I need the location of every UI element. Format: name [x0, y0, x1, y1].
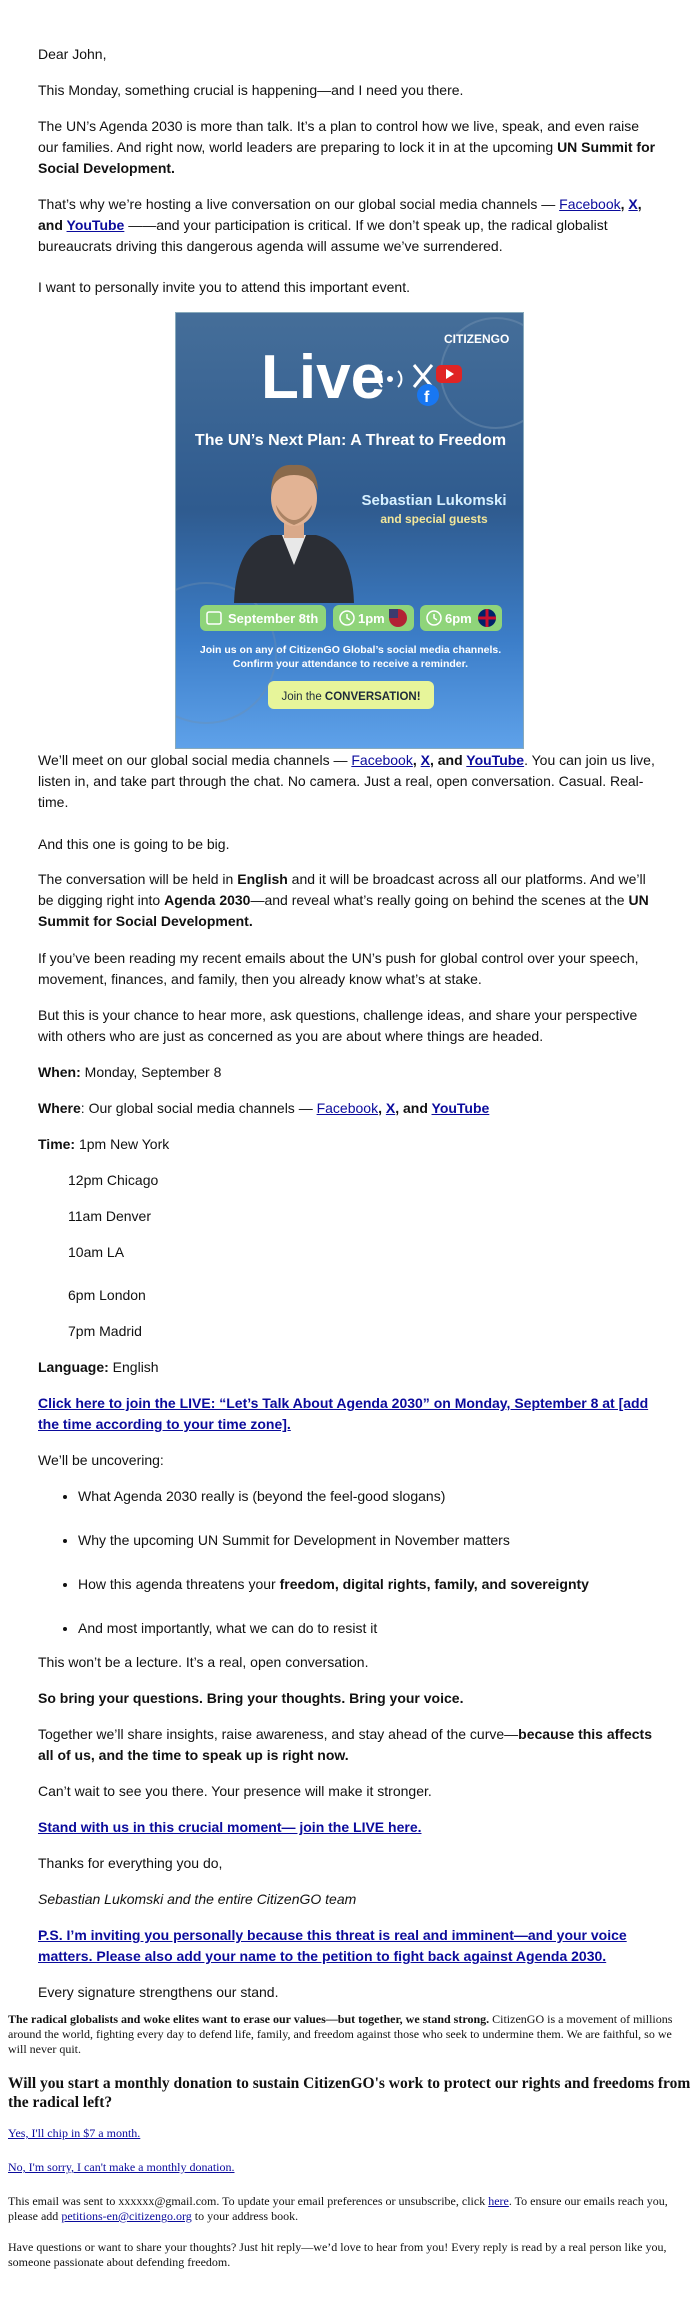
no-donate-paragraph	[8, 2160, 692, 2175]
bring-line: So bring your questions. Bring your thoughts. Bring your voice.	[38, 1690, 464, 1706]
list-item: • How this agenda threatens your freedom, digital rights, family, and sovereignty	[78, 1574, 662, 1595]
intro-paragraph: This Monday, something crucial is happening—and I need you there.	[38, 82, 464, 98]
emails-paragraph: If you’ve been reading my recent emails about the UN’s push for global control over your speech, movement, finances, and family, then you already know what’s at stake.	[38, 950, 639, 987]
youtube-link-2[interactable]: YouTube	[466, 752, 525, 768]
svg-text:CITIZENGO: CITIZENGO	[444, 332, 510, 346]
uncovering-list	[38, 1486, 662, 1639]
time-london: 6pm London	[68, 1287, 146, 1303]
channels-paragraph: We’ll meet on our global social media channels — Facebook, X, and YouTube. You can join us live, listen in, and take part through the chat. No camera. Just a real, open conversation. Casual. Real-time.	[38, 752, 655, 810]
invite-paragraph: I want to personally invite you to attend this important event.	[38, 279, 410, 295]
join-conversation-button[interactable]	[268, 681, 434, 709]
time-denver: 11am Denver	[68, 1208, 152, 1224]
youtube-logo-icon	[436, 365, 462, 383]
x-link-2[interactable]: X	[420, 752, 430, 768]
time-line: Time: 1pm New York	[38, 1136, 170, 1152]
speaker-guests: and special guests	[380, 512, 488, 526]
facebook-link[interactable]: Facebook	[559, 196, 621, 212]
list-item: • Why the upcoming UN Summit for Development in November matters	[78, 1530, 662, 1551]
us-flag-icon	[389, 609, 407, 627]
ps-paragraph	[38, 1925, 662, 1967]
uncovering-line: We’ll be uncovering:	[38, 1452, 164, 1468]
yes-donate-link[interactable]: Yes, I'll chip in $7 a month.	[8, 2126, 141, 2140]
time-chicago: 12pm Chicago	[68, 1172, 159, 1188]
live-title: Live	[261, 343, 386, 412]
facebook-link-2[interactable]: Facebook	[351, 752, 413, 768]
facebook-logo-icon	[417, 384, 439, 406]
banner-join-line-1: Join us on any of CitizenGO Global’s social media channels.	[199, 644, 502, 656]
petitions-email-link[interactable]: petitions-en@citizengo.org	[61, 2209, 192, 2223]
svg-text:September 8th: September 8th	[228, 611, 319, 626]
youtube-link-3[interactable]: YouTube	[431, 1100, 490, 1116]
about-paragraph: The radical globalists and woke elites want to erase our values—but together, we stand strong. CitizenGO is a movement of millions around the world, fighting every day to defend life, family, and freedom against those who seek to undermine them. We are faithful, so we will never quit.	[8, 2012, 673, 2056]
uk-flag-icon	[478, 609, 496, 627]
where-line: Where: Our global social media channels — Facebook, X, and YouTube	[38, 1100, 490, 1116]
citizengo-logo	[444, 332, 509, 346]
x-link[interactable]: X	[628, 196, 638, 212]
thanks-line: Thanks for everything you do,	[38, 1855, 223, 1871]
see-you-line: Can’t wait to see you there. Your presence will make it stronger.	[38, 1783, 432, 1799]
lecture-line: This won’t be a lecture. It’s a real, open conversation.	[38, 1654, 369, 1670]
svg-text:6pm: 6pm	[445, 611, 472, 626]
svg-text:f: f	[424, 389, 430, 406]
time-madrid: 7pm Madrid	[68, 1323, 142, 1339]
big-paragraph: And this one is going to be big.	[38, 836, 230, 852]
together-paragraph: Together we’ll share insights, raise awareness, and stay ahead of the curve—because this affects all of us, and the time to speak up is right now.	[38, 1726, 652, 1763]
list-item: • And most importantly, what we can do to resist it	[78, 1618, 662, 1639]
unsubscribe-link[interactable]: here	[488, 2194, 509, 2208]
time-la: 10am LA	[68, 1244, 125, 1260]
agenda-paragraph: The UN’s Agenda 2030 is more than talk. It’s a plan to control how we live, speak, and even raise our families. And right now, world leaders are preparing to lock it in at the upcoming UN Summit for Social Development.	[38, 118, 656, 176]
questions-paragraph: Have questions or want to share your thoughts? Just hit reply—we’d love to hear from you! Every reply is read by a real person like you, someone passionate about defending freedom.	[8, 2240, 667, 2269]
join-live-link[interactable]: Click here to join the LIVE: “Let’s Talk About Agenda 2030” on Monday, September 8 at [add the time according to your time zone].	[38, 1395, 649, 1432]
language-line: Language: English	[38, 1359, 159, 1375]
banner-join-line-2: Confirm your attendance to receive a reminder.	[232, 658, 469, 670]
hosting-paragraph: That’s why we’re hosting a live conversation on our global social media channels — Facebook, X, and YouTube ——and your participation is critical. If we don’t speak up, the radical globalist bureaucrats driving this dangerous agenda will assume we’ve surrendered.	[38, 196, 642, 254]
join-live-paragraph	[38, 1393, 662, 1435]
petition-link[interactable]: P.S. I’m inviting you personally because this threat is real and imminent—and your voice matters. Please also add your name to the petition to fight back against Agenda 2030.	[38, 1927, 627, 1964]
chance-paragraph: But this is your chance to hear more, ask questions, challenge ideas, and share your perspective with others who are just as concerned as you are about where things are headed.	[38, 1007, 638, 1044]
time-badge-uk	[420, 605, 502, 631]
every-signature-line: Every signature strengthens our stand.	[38, 1984, 279, 2000]
speaker-name: Sebastian Lukomski	[361, 492, 507, 509]
facebook-link-3[interactable]: Facebook	[316, 1100, 379, 1116]
youtube-link[interactable]: YouTube	[66, 217, 125, 233]
yes-donate-paragraph	[8, 2126, 692, 2141]
sent-to-paragraph: This email was sent to xxxxxx@gmail.com. To update your email preferences or unsubscribe, click here. To ensure our emails reach you, please add petitions-en@citizengo.org to your address book.	[8, 2194, 668, 2223]
language-paragraph: The conversation will be held in English and it will be broadcast across all our platforms. And we’ll be digging right into Agenda 2030—and reveal what’s really going on behind the scenes at the UN Summit for Social Development.	[38, 871, 649, 929]
banner-headline: The UN’s Next Plan: A Threat to Freedom	[194, 432, 507, 449]
stand-paragraph	[38, 1817, 662, 1838]
greeting: Dear John,	[38, 46, 107, 62]
stand-with-us-link[interactable]: Stand with us in this crucial moment— join the LIVE here.	[38, 1819, 422, 1835]
svg-text:Join the CONVERSATION!: Join the CONVERSATION!	[281, 691, 421, 703]
time-badge-us	[333, 605, 414, 631]
no-donate-link[interactable]: No, I'm sorry, I can't make a monthly donation.	[8, 2160, 235, 2174]
donate-heading: Will you start a monthly donation to sustain CitizenGO's work to protect our rights and freedoms from the radical left?	[8, 2075, 691, 2111]
date-badge	[200, 605, 326, 631]
signature: Sebastian Lukomski and the entire CitizenGO team	[38, 1891, 357, 1907]
event-banner-image[interactable]	[175, 312, 524, 749]
x-link-3[interactable]: X	[385, 1100, 396, 1116]
svg-text:1pm: 1pm	[358, 611, 385, 626]
when-line: When: Monday, September 8	[38, 1064, 222, 1080]
list-item: • What Agenda 2030 really is (beyond the feel-good slogans)	[78, 1486, 662, 1507]
